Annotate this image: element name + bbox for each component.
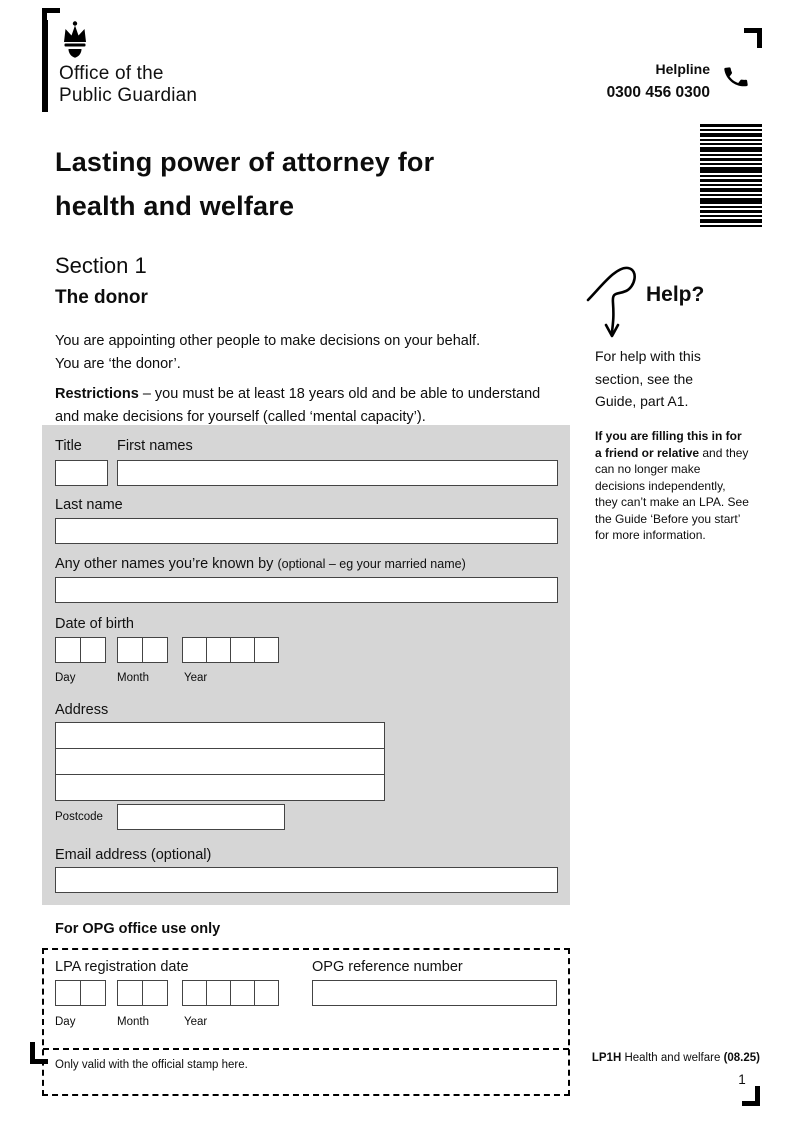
address-line-1-input[interactable] [55, 722, 385, 749]
title-input[interactable] [55, 460, 108, 486]
email-label: Email address (optional) [55, 847, 212, 863]
registration-month-cell-1[interactable] [117, 980, 143, 1006]
help-body: For help with this section, see the Guide, part A1. [595, 348, 701, 409]
registration-year-cell-1[interactable] [182, 980, 207, 1006]
dob-day-cell-1[interactable] [55, 637, 81, 663]
dob-month-boxes [117, 637, 168, 663]
registration-year-label: Year [184, 1016, 208, 1028]
dob-label: Date of birth [55, 616, 134, 632]
dob-day-label: Day [55, 672, 76, 684]
phone-icon [722, 63, 750, 91]
registration-year-cell-2[interactable] [206, 980, 231, 1006]
intro-paragraph [55, 330, 575, 376]
dob-day-cell-2[interactable] [80, 637, 106, 663]
registration-month-cell-2[interactable] [142, 980, 168, 1006]
help-note [595, 428, 749, 544]
registration-mark-bottom-right [742, 1086, 760, 1106]
other-names-label [55, 556, 466, 572]
footer-code: LP1H [591, 1052, 622, 1064]
registration-year-boxes [182, 980, 279, 1006]
title-label: Title [55, 438, 82, 454]
registration-mark-top-right [744, 28, 762, 48]
intro-line-2: You are ‘the donor’. [55, 356, 181, 372]
dob-year-cell-1[interactable] [182, 637, 207, 663]
other-names-label-text: Any other names you’re known by [55, 556, 274, 572]
registration-day-boxes [55, 980, 106, 1006]
registration-year-cell-4[interactable] [254, 980, 279, 1006]
logo-line-2: Public Guardian [59, 85, 198, 106]
stamp-note: Only valid with the official stamp here. [55, 1059, 248, 1071]
registration-day-cell-1[interactable] [55, 980, 81, 1006]
first-names-input[interactable] [117, 460, 558, 486]
address-lines [55, 722, 385, 801]
helpline-label: Helpline [655, 61, 710, 77]
registration-year-cell-3[interactable] [230, 980, 255, 1006]
other-names-input[interactable] [55, 577, 558, 603]
helpline-block [520, 61, 710, 102]
dob-year-cell-4[interactable] [254, 637, 279, 663]
opg-logo [42, 20, 197, 112]
dob-day-boxes [55, 637, 106, 663]
restrictions-label: Restrictions [55, 386, 139, 402]
email-input[interactable] [55, 867, 558, 893]
other-names-hint: (optional – eg your married name) [277, 557, 466, 571]
help-note-bold: If you are filling this in for a friend or relative [595, 429, 742, 460]
registration-day-cell-2[interactable] [80, 980, 106, 1006]
dob-year-label: Year [184, 672, 208, 684]
stamp-divider [43, 1048, 569, 1050]
intro-line-1: You are appointing other people to make decisions on your behalf. [55, 333, 481, 349]
restrictions-paragraph [55, 383, 567, 429]
registration-day-label: Day [55, 1016, 76, 1028]
opg-reference-label: OPG reference number [312, 959, 463, 975]
address-line-2-input[interactable] [55, 748, 385, 775]
footer-form-name: Health and welfare [621, 1052, 724, 1064]
dob-month-label: Month [117, 672, 149, 684]
page-number: 1 [738, 1072, 746, 1087]
barcode [700, 124, 762, 228]
restrictions-text: – you must be at least 18 years old and be able to understand and make decisions for yourself (called ‘mental capacity’). [55, 386, 541, 425]
postcode-label: Postcode [55, 811, 103, 823]
footer-form-code [420, 1052, 760, 1064]
address-label: Address [55, 702, 109, 718]
registration-month-boxes [117, 980, 168, 1006]
curved-arrow-icon [586, 260, 646, 345]
form-title [55, 140, 575, 228]
dob-year-cell-3[interactable] [230, 637, 255, 663]
logo-line-1: Office of the [59, 63, 164, 84]
dob-year-boxes [182, 637, 279, 663]
dob-month-cell-2[interactable] [142, 637, 168, 663]
form-title-line-1: Lasting power of attorney for [55, 147, 435, 177]
royal-crest-icon [59, 20, 197, 60]
registration-month-label: Month [117, 1016, 149, 1028]
lpa-registration-date-label: LPA registration date [55, 959, 189, 975]
help-note-text: and they can no longer make decisions independently, they can’t make an LPA. See the Guide ‘Before you start’ for more information. [595, 445, 749, 542]
dob-year-cell-2[interactable] [206, 637, 231, 663]
last-name-label: Last name [55, 497, 123, 513]
first-names-label: First names [117, 438, 193, 454]
help-title: Help? [646, 283, 705, 306]
section-label: Section 1 [55, 253, 147, 278]
dob-month-cell-1[interactable] [117, 637, 143, 663]
postcode-input[interactable] [117, 804, 285, 830]
opg-reference-input[interactable] [312, 980, 557, 1006]
last-name-input[interactable] [55, 518, 558, 544]
helpline-number: 0300 456 0300 [606, 84, 710, 101]
form-title-line-2: health and welfare [55, 191, 295, 221]
address-line-3-input[interactable] [55, 774, 385, 801]
footer-version: (08.25) [723, 1052, 760, 1064]
office-use-heading: For OPG office use only [55, 921, 221, 937]
section-name: The donor [55, 287, 148, 308]
